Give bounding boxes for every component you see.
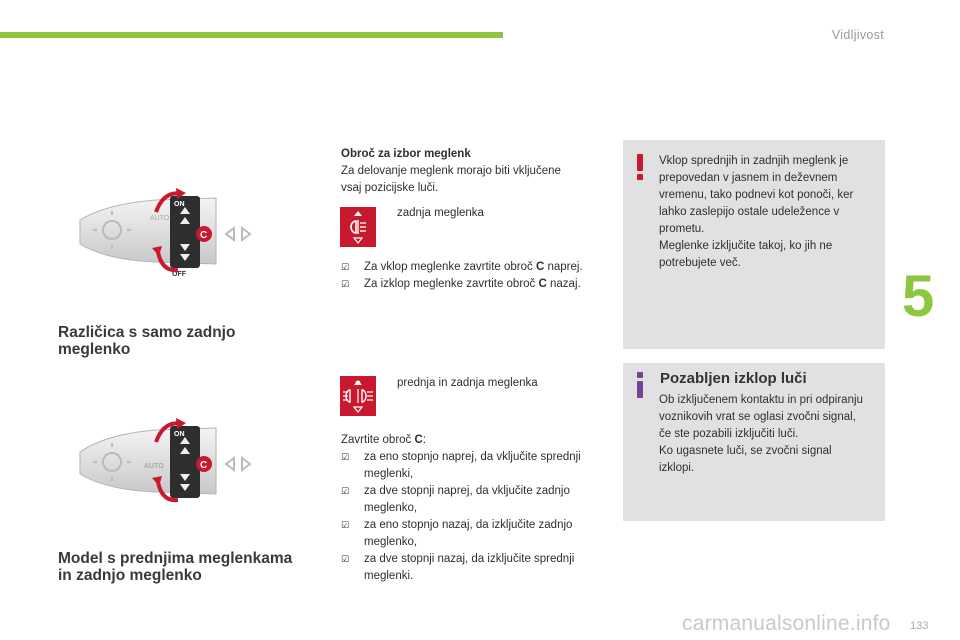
ring-title: Obroč za izbor meglenk bbox=[341, 148, 471, 160]
bullet-glyph: ☑ bbox=[341, 262, 350, 272]
front-rear-bullet-4: ☑ za dve stopnji nazaj, da izključite sprednji meglenki. bbox=[341, 553, 575, 582]
rear-fog-instructions bbox=[341, 259, 621, 293]
rear-fog-label: zadnja meglenka bbox=[397, 207, 484, 219]
page-number: 133 bbox=[910, 620, 929, 632]
rear-fog-symbol bbox=[340, 207, 376, 247]
bullet-glyph: ☑ bbox=[341, 554, 350, 564]
light-stalk-front-rear-fog-illustration bbox=[66, 412, 266, 512]
front-rear-bullet-1: ☑ za eno stopnjo naprej, da vključite sprednji meglenki, bbox=[341, 451, 581, 480]
warning-exclamation-icon bbox=[635, 154, 645, 180]
section-title: Vidljivost bbox=[831, 28, 884, 42]
chapter-number: 5 bbox=[902, 264, 935, 329]
light-stalk-rear-fog-illustration bbox=[66, 182, 266, 282]
info-text: Ob izključenem kontaktu in pri odpiranju voznikovih vrat se oglasi zvočni signal, če ste pozabili izključiti luči. Ko ugasnete luči, se zvočni signal izklopi. bbox=[659, 394, 863, 474]
heading-front-rear-fog bbox=[58, 550, 292, 584]
front-rear-fog-symbol bbox=[340, 376, 376, 416]
bullet-glyph: ☑ bbox=[341, 486, 350, 496]
rear-fog-icon bbox=[340, 207, 376, 247]
accent-bar bbox=[0, 32, 503, 38]
ring-letter-c: C bbox=[200, 230, 208, 241]
warning-text: Vklop sprednjih in zadnjih meglenk je prepovedan v jasnem in deževnem vremenu, tako podnevi kot ponoči, ker lahko zaslepijo ostale udeležence v prometu. Meglenke izključite takoj, ko jih ne potrebujete več. bbox=[659, 155, 854, 269]
front-rear-fog-label: prednja in zadnja meglenka bbox=[397, 377, 538, 389]
front-rear-intro: Zavrtite obroč C: bbox=[341, 434, 427, 446]
front-rear-fog-instructions bbox=[341, 432, 621, 585]
bullet-glyph: ☑ bbox=[341, 452, 350, 462]
rear-fog-bullet-1: ☑ Za vklop meglenke zavrtite obroč C naprej. bbox=[341, 259, 621, 276]
info-i-icon bbox=[635, 372, 645, 398]
ring-text-line2: vsaj pozicijske luči. bbox=[341, 182, 439, 194]
stalk-label-auto: AUTO bbox=[150, 215, 170, 222]
front-rear-bullet-2: ☑ za dve stopnji naprej, da vključite zadnjo meglenko, bbox=[341, 485, 570, 514]
watermark: carmanualsonline.info bbox=[682, 612, 891, 635]
heading-rear-fog-only bbox=[58, 324, 235, 358]
bullet-glyph: ☑ bbox=[341, 520, 350, 530]
stalk-label-on: ON bbox=[174, 201, 185, 208]
stalk-label-off: OFF bbox=[172, 271, 186, 278]
stalk2-label-auto: AUTO bbox=[144, 463, 164, 470]
warning-note-box bbox=[623, 140, 885, 349]
info-title: Pozabljen izklop luči bbox=[660, 370, 807, 387]
info-note-box bbox=[623, 363, 885, 521]
front-rear-fog-icon bbox=[340, 376, 376, 416]
heading-front-rear-fog-line1: Model s prednjima meglenkama bbox=[58, 550, 293, 567]
bullet-glyph: ☑ bbox=[341, 279, 350, 289]
rear-fog-bullet-2: ☑ Za izklop meglenke zavrtite obroč C nazaj. bbox=[341, 276, 621, 293]
heading-rear-fog-only-line1: Različica s samo zadnjo bbox=[58, 324, 236, 341]
ring2-letter-c: C bbox=[200, 460, 208, 471]
ring-description bbox=[341, 146, 611, 197]
front-rear-bullet-3: ☑ za eno stopnjo nazaj, da izključite zadnjo meglenko, bbox=[341, 519, 573, 548]
stalk2-label-on: ON bbox=[174, 431, 185, 438]
heading-rear-fog-only-line2: meglenko bbox=[58, 341, 131, 358]
ring-text-line1: Za delovanje meglenk morajo biti vključene bbox=[341, 165, 561, 177]
heading-front-rear-fog-line2: in zadnjo meglenko bbox=[58, 567, 202, 584]
